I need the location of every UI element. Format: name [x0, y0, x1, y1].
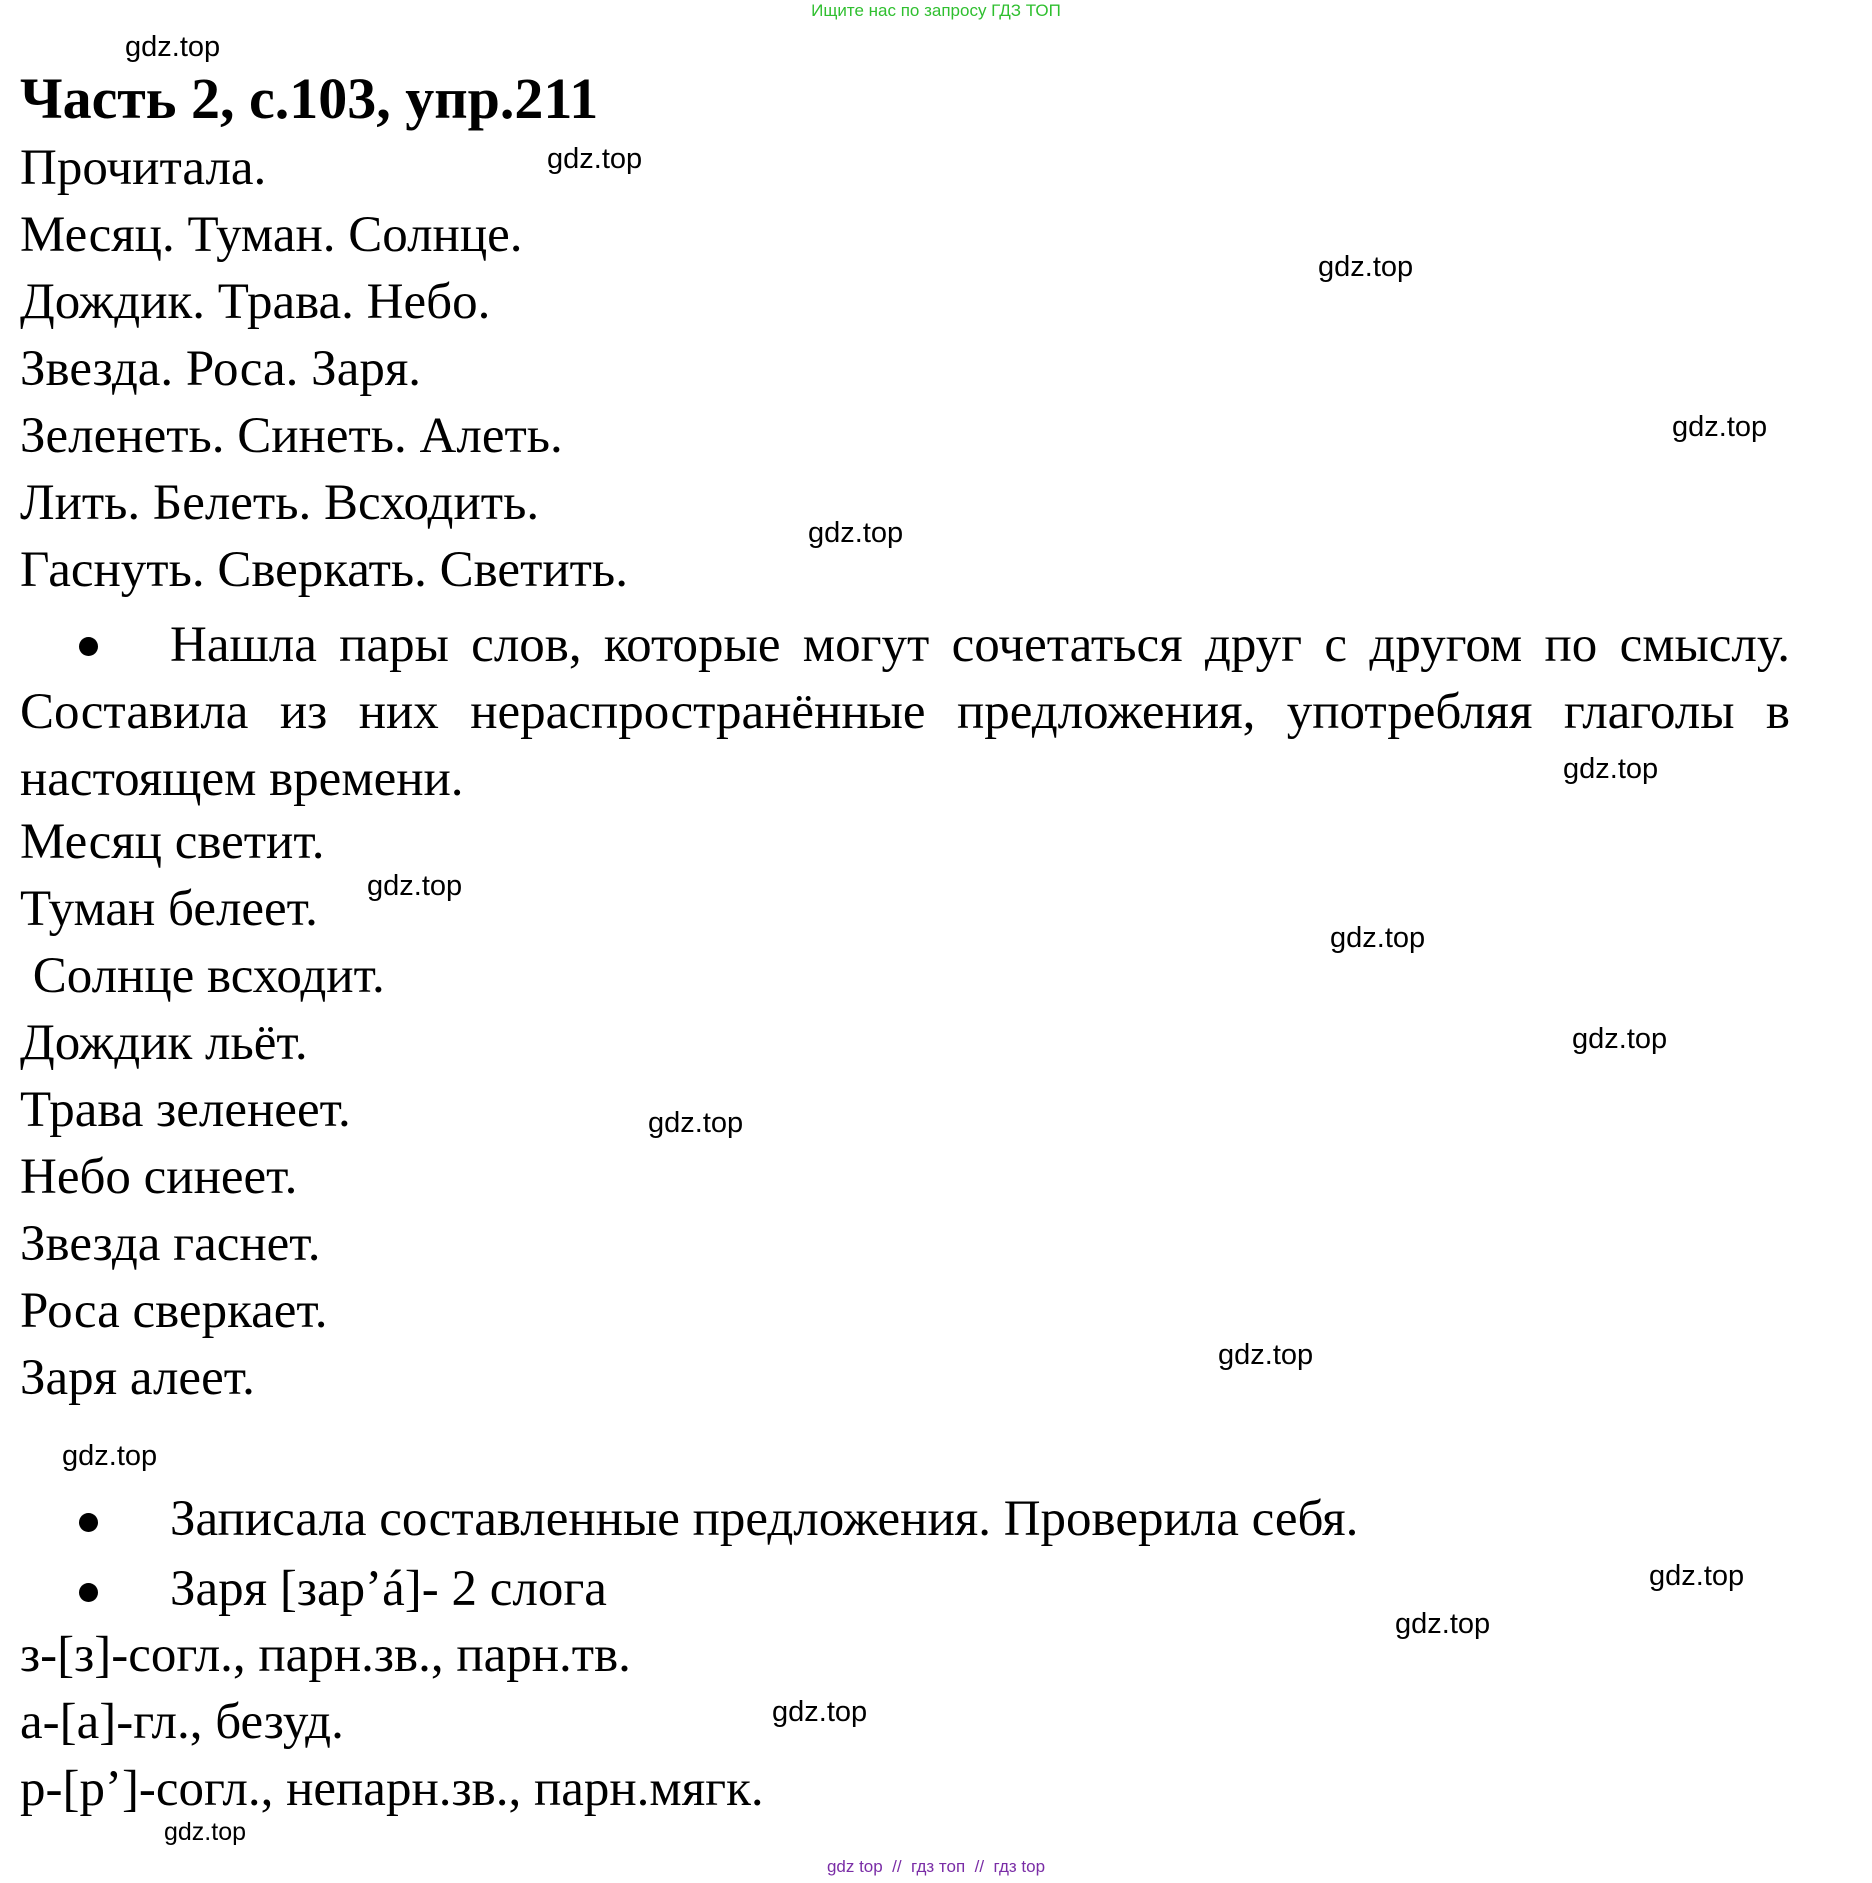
watermark: gdz.top — [62, 1440, 158, 1472]
text-line: Дождик. Трава. Небо. — [20, 274, 491, 330]
bullet-dot — [79, 1513, 98, 1532]
watermark: gdz.top — [1395, 1608, 1491, 1640]
footer-text: gdz top // гдз топ // гдз top — [826, 1857, 1046, 1876]
sentence-line: Звезда гаснет. — [20, 1216, 321, 1272]
bullet-dot — [79, 1583, 98, 1602]
phonetic-line: з-[з]-согл., парн.зв., парн.тв. — [20, 1627, 631, 1683]
phonetic-line: а-[а]-гл., безуд. — [20, 1694, 344, 1750]
top-banner: Ищите нас по запросу ГДЗ ТОП — [811, 1, 1061, 20]
bullet-item: Записала составленные предложения. Проверила себя. — [170, 1491, 1359, 1547]
sentence-line: Солнце всходит. — [20, 948, 385, 1004]
watermark: gdz.top — [1572, 1023, 1668, 1055]
sentence-line: Заря алеет. — [20, 1350, 255, 1406]
bullet-item: Заря [зар’á]- 2 слога — [170, 1561, 607, 1617]
text-line: Лить. Белеть. Всходить. — [20, 475, 540, 531]
watermark: gdz.top — [808, 517, 904, 549]
text-line: Звезда. Роса. Заря. — [20, 341, 422, 397]
sentence-line: Трава зеленеет. — [20, 1082, 351, 1138]
watermark: gdz.top — [1330, 922, 1426, 954]
task-paragraph: Нашла пары слов, которые могут сочетаться друг с другом по смыслу. Составила из них нераспространённые предложения, употребляя глаголы в настоящем времени. — [20, 617, 1790, 807]
text-line: Зеленеть. Синеть. Алеть. — [20, 408, 563, 464]
sentence-line: Роса сверкает. — [20, 1283, 328, 1339]
watermark: gdz.top — [367, 870, 463, 902]
sentence-line: Туман белеет. — [20, 881, 318, 937]
watermark: gdz.top — [1318, 251, 1414, 283]
page-title: Часть 2, с.103, упр.211 — [20, 66, 599, 131]
sentence-line: Месяц светит. — [20, 814, 325, 870]
sentence-line: Небо синеет. — [20, 1149, 298, 1205]
watermark: gdz.top — [125, 31, 221, 63]
watermark: gdz.top — [1672, 411, 1768, 443]
watermark: gdz.top — [1218, 1339, 1314, 1371]
sentence-line: Дождик льёт. — [20, 1015, 308, 1071]
text-line: Прочитала. — [20, 140, 267, 196]
watermark: gdz.top — [648, 1107, 744, 1139]
watermark: gdz.top — [1649, 1560, 1745, 1592]
text-line: Гаснуть. Сверкать. Светить. — [20, 542, 628, 598]
watermark: gdz.top — [772, 1696, 868, 1728]
watermark: gdz.top — [547, 143, 643, 175]
watermark: gdz.top — [1563, 753, 1659, 785]
text-line: Месяц. Туман. Солнце. — [20, 207, 523, 263]
watermark: gdz.top — [164, 1818, 247, 1846]
phonetic-line: р-[р’]-согл., непарн.зв., парн.мягк. — [20, 1761, 764, 1817]
